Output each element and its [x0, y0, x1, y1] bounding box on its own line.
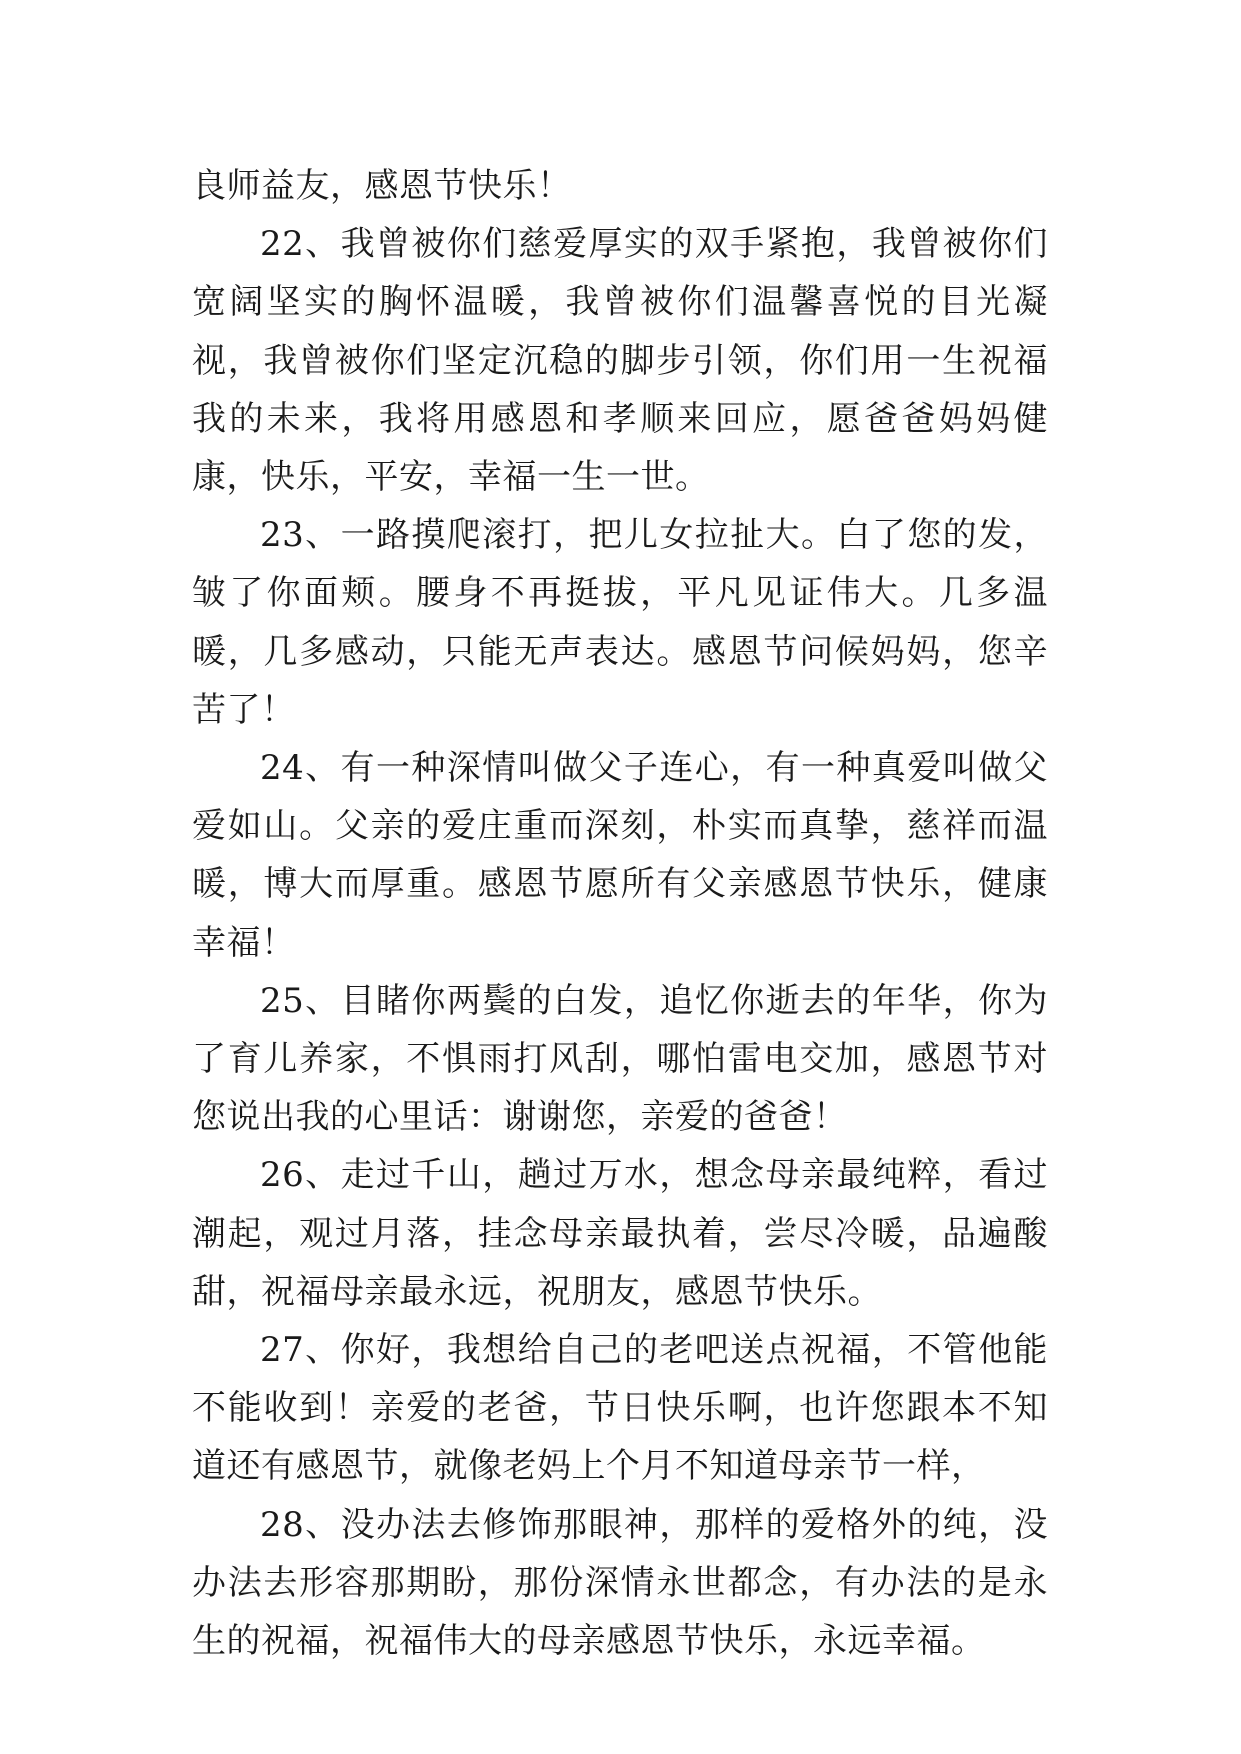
document-body	[192, 157, 1048, 1670]
paragraph-continuation: 良师益友，感恩节快乐！	[192, 166, 572, 206]
paragraph-24: 24、有一种深情叫做父子连心，有一种真爱叫做父爱如山。父亲的爱庄重而深刻，朴实而真挚，慈祥而温暖，博大而厚重。感恩节愿所有父亲感恩节快乐，健康幸福！	[192, 748, 1048, 963]
paragraph-28: 28、没办法去修饰那眼神，那样的爱格外的纯，没办法去形容那期盼，那份深情永世都念，有办法的是永生的祝福，祝福伟大的母亲感恩节快乐，永远幸福。	[192, 1504, 1048, 1662]
paragraph-27: 27、你好，我想给自己的老吧送点祝福，不管他能不能收到！亲爱的老爸，节日快乐啊，也许您跟本不知道还有感恩节，就像老妈上个月不知道母亲节一样，	[192, 1330, 1048, 1487]
paragraph-25: 25、目睹你两鬓的白发，追忆你逝去的年华，你为了育儿养家，不惧雨打风刮，哪怕雷电交加，感恩节对您说出我的心里话：谢谢您，亲爱的爸爸！	[192, 980, 1048, 1138]
paragraph-22: 22、我曾被你们慈爱厚实的双手紧抱，我曾被你们宽阔坚实的胸怀温暖，我曾被你们温馨喜悦的目光凝视，我曾被你们坚定沉稳的脚步引领，你们用一生祝福我的未来，我将用感恩和孝顺来回应，愿爸爸妈妈健康，快乐，平安，幸福一生一世。	[192, 224, 1048, 498]
paragraph-23: 23、一路摸爬滚打，把儿女拉扯大。白了您的发，皱了你面颊。腰身不再挺拔，平凡见证伟大。几多温暖，几多感动，只能无声表达。感恩节问候妈妈，您辛苦了！	[192, 515, 1048, 730]
paragraph-26: 26、走过千山，趟过万水，想念母亲最纯粹，看过潮起，观过月落，挂念母亲最执着，尝尽冷暖，品遍酸甜，祝福母亲最永远，祝朋友，感恩节快乐。	[192, 1155, 1048, 1312]
